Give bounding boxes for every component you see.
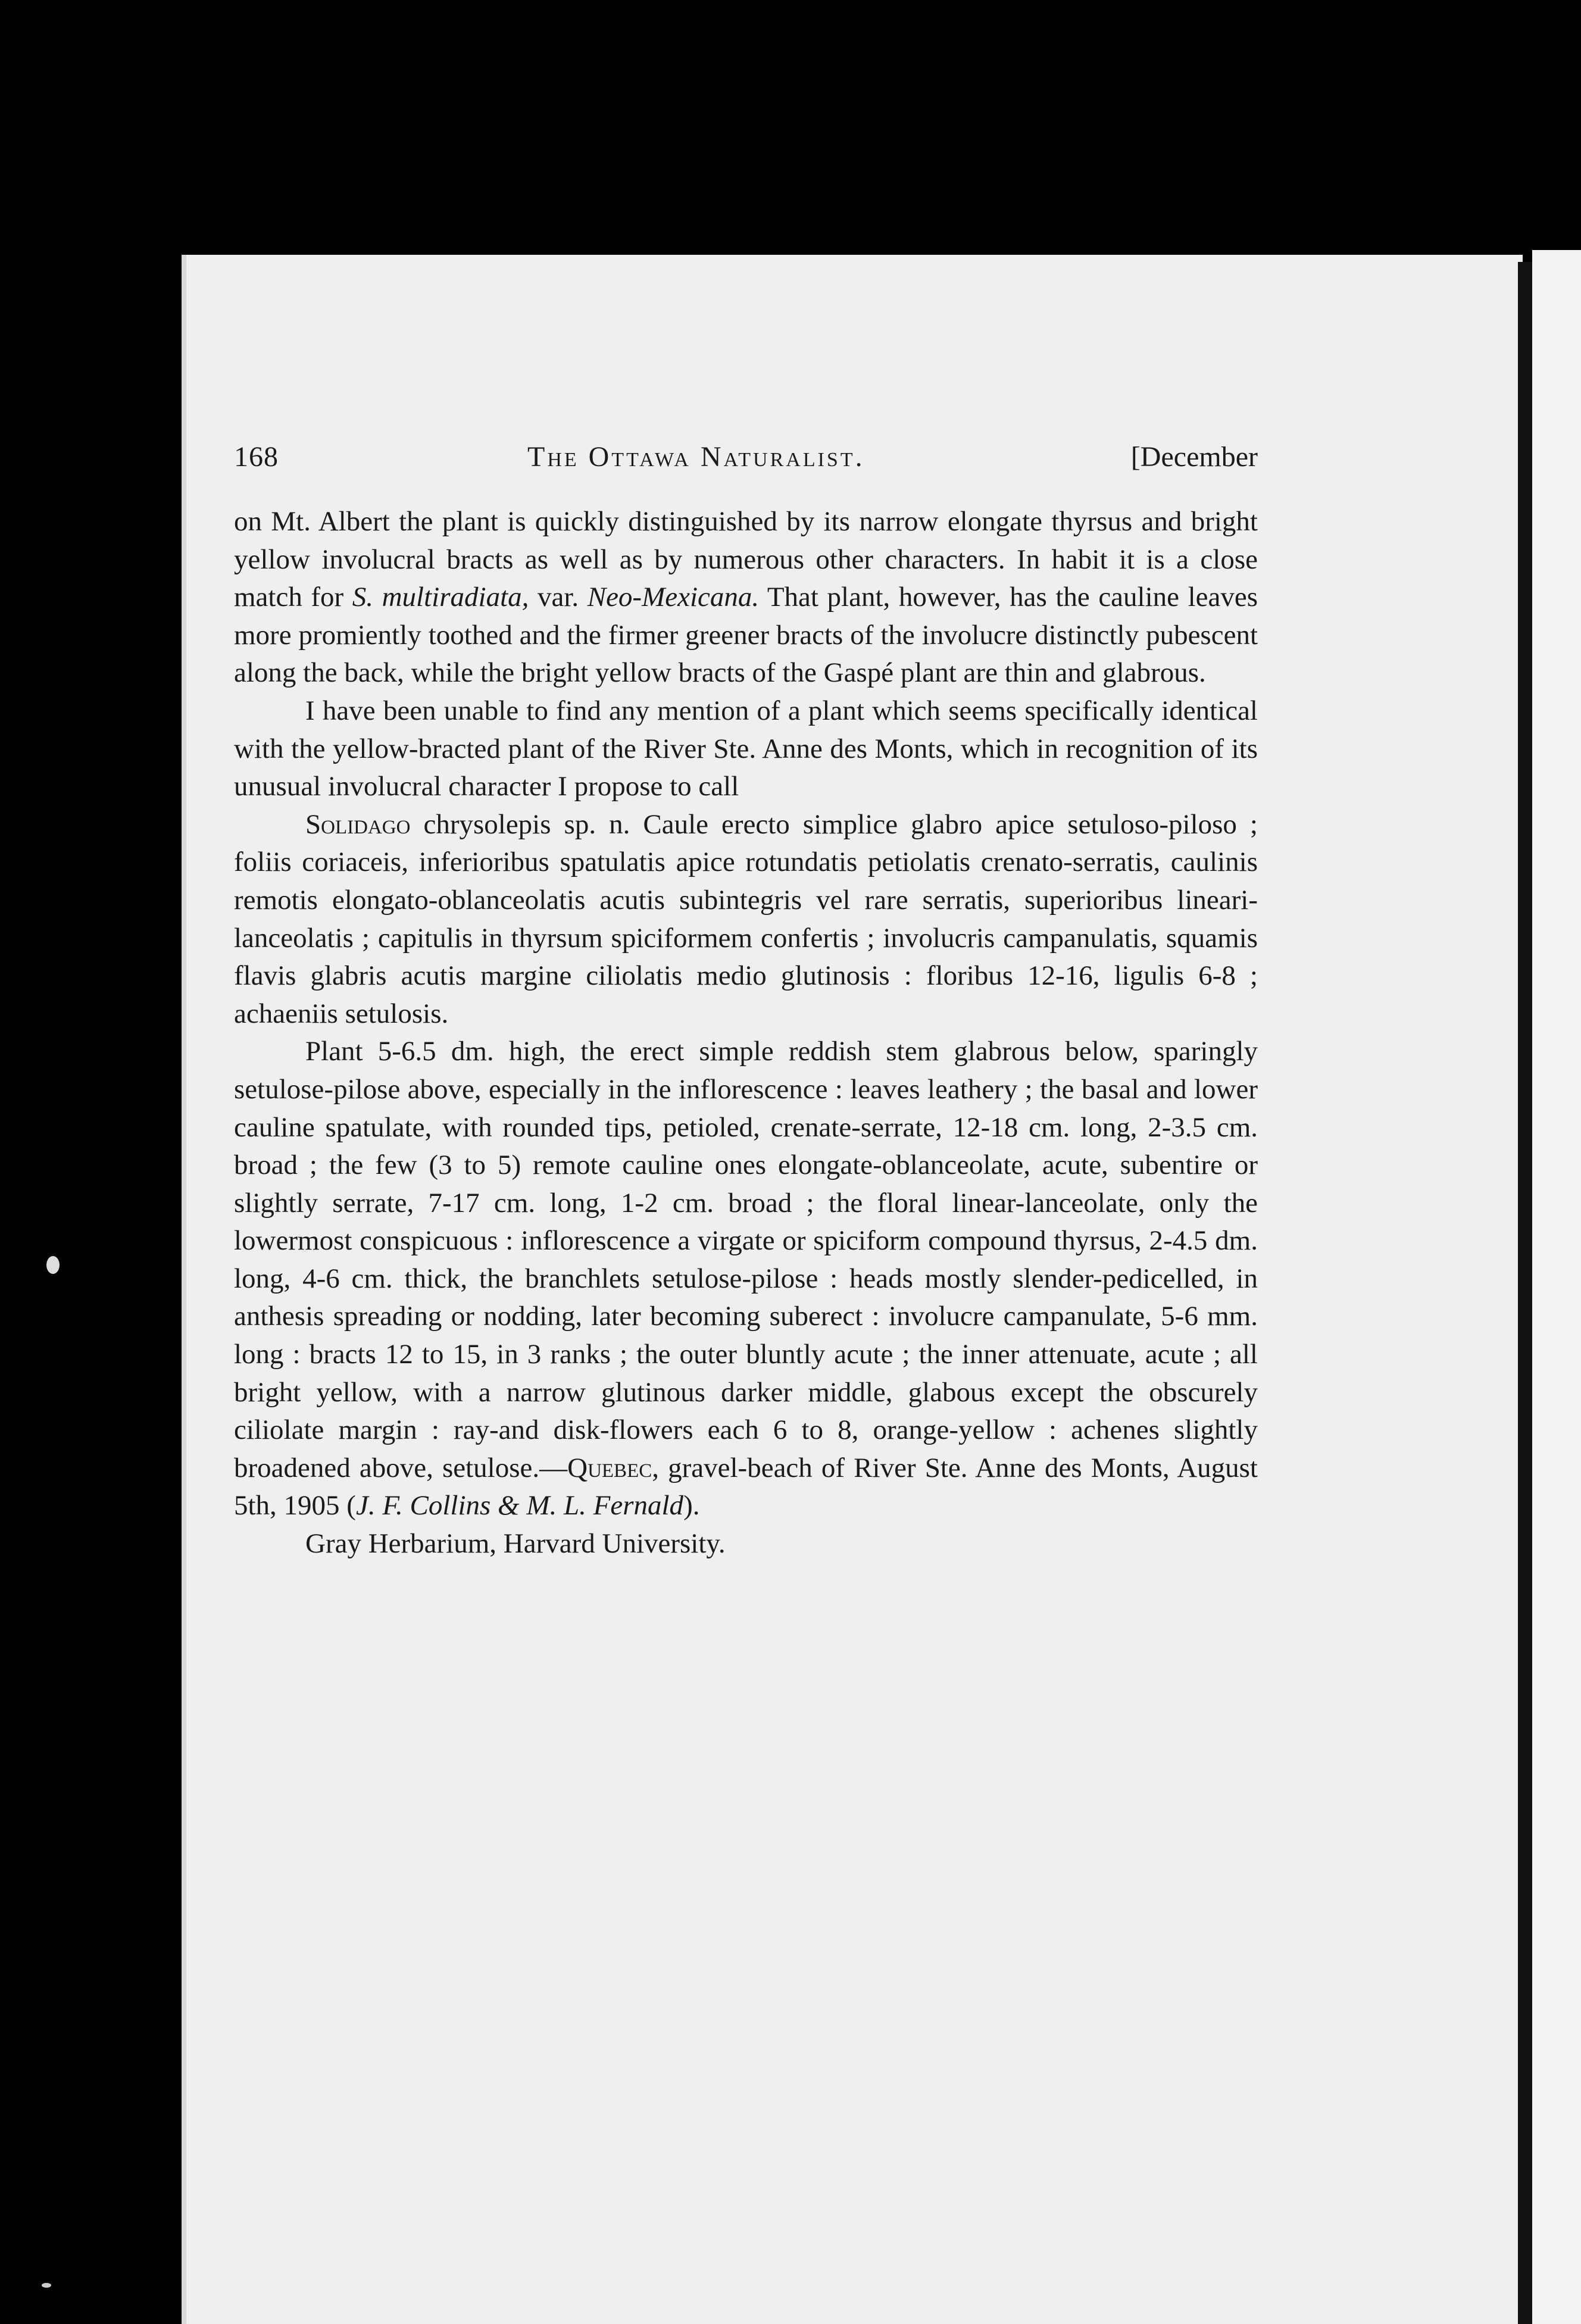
page-gutter-shadow	[1518, 262, 1532, 2324]
text-run: That plant, however, has the cauline leaves more promiently toothed and the firmer greener bracts of the involucre distinctly pubescent along the back, while the bright yellow bracts of the Gaspé plant are thin and glabrous.	[234, 582, 1258, 689]
paragraph-proposal: I have been unable to find any mention of a plant which seems specifically identical with the yellow-bracted plant of the River Ste. Anne des Monts, which in recognition of its unusual involucral character I propose to call	[234, 695, 1258, 802]
paragraph-latin-description	[234, 806, 1258, 1033]
genus-name: Solidago	[305, 808, 411, 840]
species-name: S. multiradiata,	[352, 582, 529, 613]
scan-speck	[42, 2283, 51, 2288]
journal-title: The Ottawa Naturalist.	[527, 441, 865, 473]
locality-province: Quebec	[567, 1452, 652, 1483]
text-run: , gravel-beach of River Ste. Anne des Monts, August 5th, 1905 (	[234, 1452, 1258, 1522]
text-run: ).	[683, 1490, 700, 1522]
article-body	[234, 503, 1258, 1563]
collector-names: J. F. Collins & M. L. Fernald	[355, 1490, 684, 1522]
adjacent-page-edge	[1532, 250, 1581, 2324]
text-run: var.	[529, 582, 588, 613]
running-header	[234, 441, 1258, 482]
institution-signature: Gray Herbarium, Harvard University.	[305, 1528, 726, 1560]
scan-speck	[46, 1256, 60, 1274]
page-number: 168	[234, 441, 279, 473]
paragraph-english-description	[234, 1033, 1258, 1525]
paragraph-continuation	[234, 503, 1258, 692]
issue-month: [December	[1130, 441, 1258, 473]
text-run: on Mt. Albert the plant is quickly distinguished by its narrow elongate thyrsus and bright yellow involucral bracts as well as by numerous other characters. In habit it is a close match for	[234, 506, 1258, 613]
text-run: chrysolepis sp. n. Caule erecto simplice glabro apice setuloso-piloso ; foliis coriaceis, inferioribus spatulatis apice rotundatis petiolatis crenato-serratis, caulinis remotis elongato-oblanceolatis acutis subintegris vel rare serratis, superioribus lineari-lanceolatis ; capitulis in thyrsum spiciformem confertis ; involucris campanulatis, squamis flavis glabris acutis margine ciliolatis medio glutinosis : floribus 12-16, ligulis 6-8 ; achaeniis setulosis.	[234, 808, 1258, 1029]
text-run: Plant 5-6.5 dm. high, the erect simple reddish stem glabrous below, sparingly setulose-pilose above, especially in the inflorescence : leaves leathery ; the basal and lower cauline spatulate, with rounded tips, petioled, crenate-serrate, 12-18 cm. long, 2-3.5 cm. broad ; the few (3 to 5) remote cauline ones elongate-oblanceolate, acute, subentire or slightly serrate, 7-17 cm. long, 1-2 cm. broad ; the floral linear-lanceolate, only the lowermost conspicuous : inflorescence a virgate or spiciform compound thyrsus, 2-4.5 dm. long, 4-6 cm. thick, the branchlets setulose-pilose : heads mostly slender-pedicelled, in anthesis spreading or nodding, later becoming suberect : involucre campanulate, 5-6 mm. long : bracts 12 to 15, in 3 ranks ; the outer bluntly acute ; the inner attenuate, acute ; all bright yellow, with a narrow glutinous darker middle, glabous except the obscurely ciliolate margin : ray-and disk-flowers each 6 to 8, orange-yellow : achenes slightly broadened above, setulose.—	[234, 1036, 1258, 1483]
variety-name: Neo-Mexicana.	[587, 582, 760, 613]
